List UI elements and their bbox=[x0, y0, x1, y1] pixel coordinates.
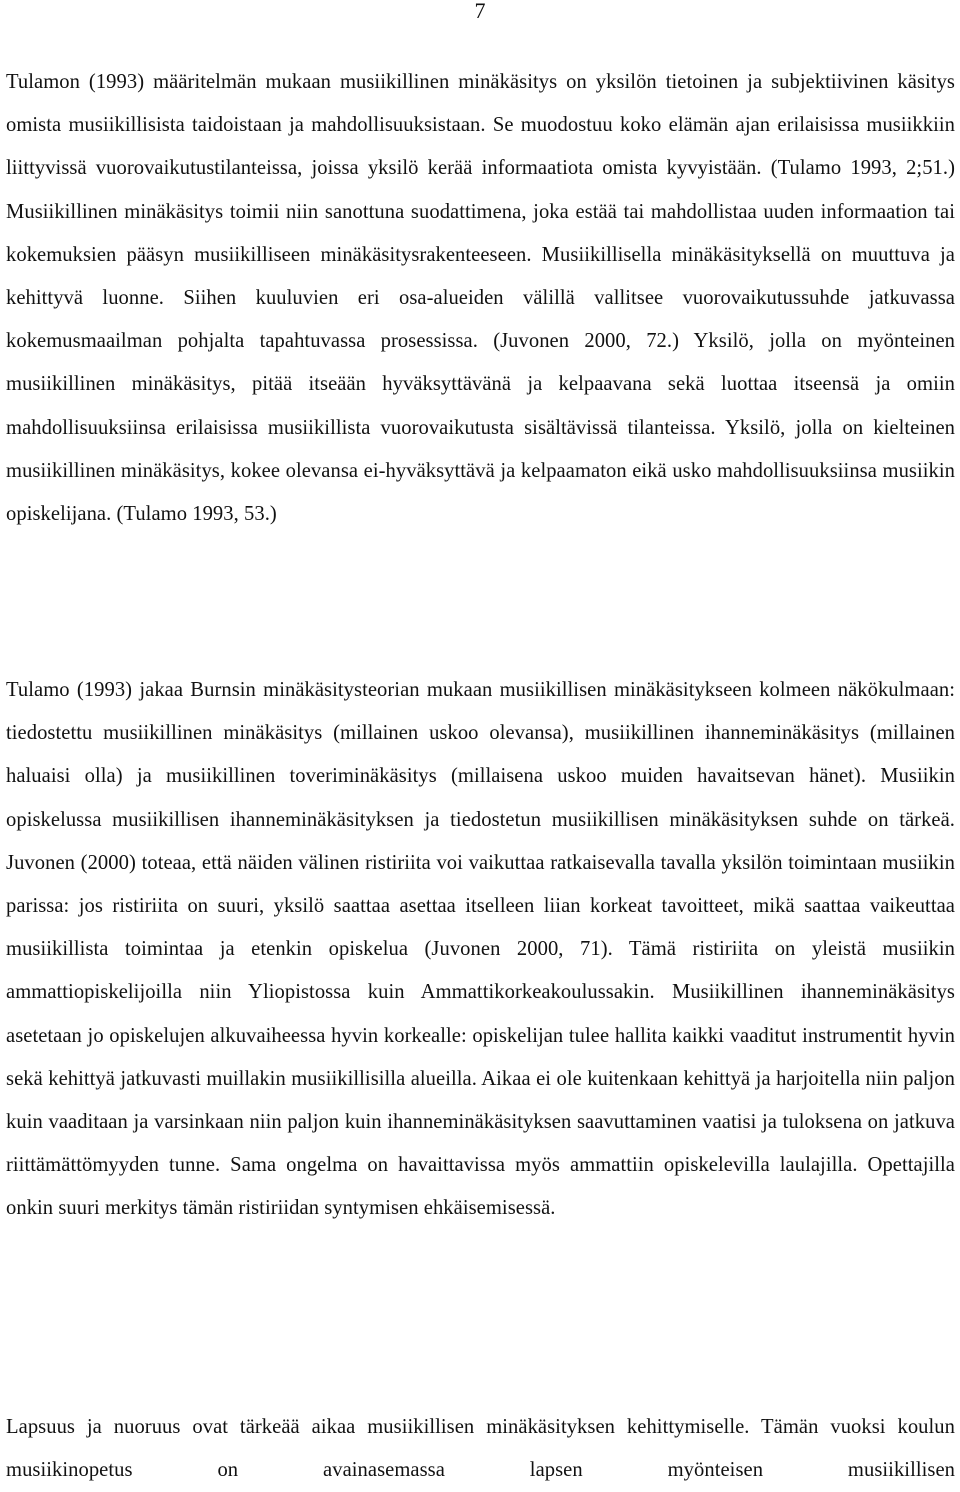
page-number: 7 bbox=[474, 0, 486, 23]
body-paragraph: Lapsuus ja nuoruus ovat tärkeää aikaa musiikillisen minäkäsityksen kehittymiselle. Tämän vuoksi koulun musiikinopetus on avainasemassa lapsen myönteisen musiikillisen bbox=[6, 1416, 955, 1482]
body-paragraph: Tulamon (1993) määritelmän mukaan musiikillinen minäkäsitys on yksilön tietoinen ja subjektiivinen käsitys omista musiikillisista taidoistaan ja mahdollisuuksistaan. Se muodostuu koko elämän ajan erilaisissa musiikkiin liittyvissä vuorovaikutustilanteissa, joissa yksilö kerää informaatiota omista kyvyistään. (Tulamo 1993, 2;51.) Musiikillinen minäkäsitys toimii niin sanottuna suodattimena, joka estää tai mahdollistaa uuden informaation tai kokemuksien pääsyn musiikilliseen minäkäsitysrakenteeseen. Musiikillisella minäkäsityksellä on muuttuva ja kehittyvä luonne. Siihen kuuluvien eri osa-alueiden välillä vallitsee vuorovaikutussuhde jatkuvassa kokemusmaailman pohjalta tapahtuvassa prosessissa. (Juvonen 2000, 72.) Yksilö, jolla on myönteinen musiikillinen minäkäsitys, pitää itseään hyväksyttävänä ja kelpaavana sekä luottaa itseensä ja omiin mahdollisuuksiinsa erilaisissa musiikillista vuorovaikutusta sisältävissä tilanteissa. Yksilö, jolla on kielteinen musiikillinen minäkäsitys, kokee olevansa ei-hyväksyttävä ja kelpaamaton eikä usko mahdollisuuksiinsa musiikin opiskelijana. (Tulamo 1993, 53.) bbox=[6, 71, 955, 526]
body-paragraph: Tulamo (1993) jakaa Burnsin minäkäsitysteorian mukaan musiikillisen minäkäsitykseen kolmeen näkökulmaan: tiedostettu musiikillinen minäkäsitys (millainen uskoo olevansa), musiikillinen ihanneminäkäsitys (millainen haluaisi olla) ja musiikillinen toveriminäkäsitys (millaisena uskoo muiden havaitsevan hänet). Musiikin opiskelussa musiikillisen ihanneminäkäsityksen ja tiedostetun musiikillisen minäkäsityksen suhde on tärkeä. Juvonen (2000) toteaa, että näiden välinen ristiriita voi vaikuttaa ratkaisevalla tavalla yksilön toimintaan musiikin parissa: jos ristiriita on suuri, yksilö saattaa asettaa itselleen liian korkeat tavoitteet, mikä saattaa vaikeuttaa musiikillista toimintaa ja etenkin opiskelua (Juvonen 2000, 71). Tämä ristiriita on yleistä musiikin ammattiopiskelijoilla niin Yliopistossa kuin Ammattikorkeakoulussakin. Musiikillinen ihanneminäkäsitys asetetaan jo opiskelujen alkuvaiheessa hyvin korkealle: opiskelijan tulee hallita kaikki vaaditut instrumentit hyvin sekä kehittyä jatkuvasti muillakin musiikillisilla alueilla. Aikaa ei ole kuitenkaan kehittyä ja harjoitella niin paljon kuin vaaditaan ja varsinkaan niin paljon kuin ihanneminäkäsityksen saavuttaminen vaatisi ja tuloksena on jatkuva riittämättömyyden tunne. Sama ongelma on havaittavissa myös ammattiin opiskelevilla laulajilla. Opettajilla onkin suuri merkitys tämän ristiriidan syntymisen ehkäisemisessä. bbox=[6, 679, 955, 1220]
